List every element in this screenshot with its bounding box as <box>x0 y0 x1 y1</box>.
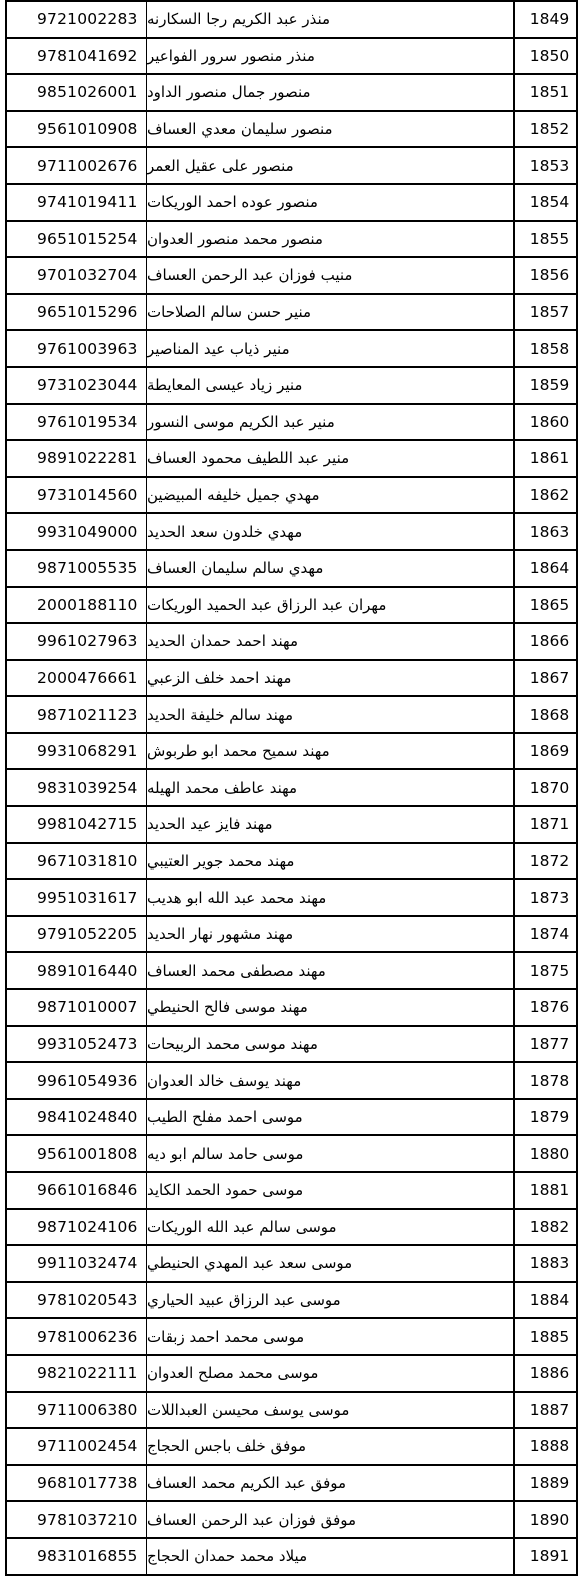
full-name-cell: موسى سعد عبد المهدي الحنيطي <box>147 1246 515 1281</box>
national-id-cell: 9761019534 <box>7 405 147 440</box>
table-row <box>7 1173 576 1210</box>
serial-number-cell: 1856 <box>529 266 570 285</box>
national-id-cell: 2000188110 <box>7 588 147 623</box>
national-id-cell: 9721002283 <box>7 2 147 37</box>
full-name-cell: موسى محمد مصلح العدوان <box>147 1356 515 1391</box>
serial-number-cell: 1858 <box>529 339 570 358</box>
national-id-cell: 9891022281 <box>7 441 147 476</box>
serial-number-cell: 1880 <box>529 1144 570 1163</box>
serial-number-cell: 1882 <box>529 1217 570 1236</box>
full-name-cell: مهند موسى فالح الحنيطي <box>147 990 515 1025</box>
national-id-cell: 9791052205 <box>7 917 147 952</box>
serial-number-cell: 1879 <box>529 1108 570 1127</box>
serial-number-cell: 1884 <box>529 1291 570 1310</box>
full-name-cell: منير زياد عيسى المعايطة <box>147 368 515 403</box>
full-name-cell: مهدي خلدون سعد الحديد <box>147 514 515 549</box>
full-name-cell: منصور عوده احمد الوريكات <box>147 185 515 220</box>
table-row <box>7 1466 576 1503</box>
national-id-cell: 9661016846 <box>7 1173 147 1208</box>
serial-number-cell: 1855 <box>529 229 570 248</box>
full-name-cell: مهدي جميل خليفه المبيضين <box>147 478 515 513</box>
national-id-cell: 9731023044 <box>7 368 147 403</box>
table-row <box>7 990 576 1027</box>
national-id-cell: 9651015296 <box>7 295 147 330</box>
serial-number-cell: 1877 <box>529 1034 570 1053</box>
full-name-cell: منصور على عقيل العمر <box>147 148 515 183</box>
full-name-cell: منيب فوزان عبد الرحمن العساف <box>147 258 515 293</box>
table-row <box>7 1246 576 1283</box>
national-id-cell: 9851026001 <box>7 75 147 110</box>
national-id-cell: 9961027963 <box>7 624 147 659</box>
serial-number-cell: 1885 <box>529 1327 570 1346</box>
serial-number-cell: 1853 <box>529 156 570 175</box>
serial-number-cell: 1876 <box>529 998 570 1017</box>
national-id-cell: 9711006380 <box>7 1393 147 1428</box>
national-id-cell: 9831016855 <box>7 1539 147 1574</box>
full-name-cell: مهند مشهور نهار الحديد <box>147 917 515 952</box>
serial-number-cell: 1875 <box>529 961 570 980</box>
serial-number-cell: 1863 <box>529 522 570 541</box>
serial-number-cell: 1869 <box>529 742 570 761</box>
table-row <box>7 331 576 368</box>
table-row <box>7 1429 576 1466</box>
full-name-cell: موسى احمد مفلح الطيب <box>147 1100 515 1135</box>
full-name-cell: ميلاد محمد حمدان الحجاج <box>147 1539 515 1574</box>
serial-number-cell: 1883 <box>529 1254 570 1273</box>
national-id-cell: 9671031810 <box>7 844 147 879</box>
serial-number-cell: 1887 <box>529 1400 570 1419</box>
table-row <box>7 1393 576 1430</box>
table-row <box>7 1100 576 1137</box>
full-name-cell: منير عبد اللطيف محمود العساف <box>147 441 515 476</box>
national-id-cell: 9821022111 <box>7 1356 147 1391</box>
table-row <box>7 697 576 734</box>
national-id-cell: 9911032474 <box>7 1246 147 1281</box>
table-row <box>7 1027 576 1064</box>
full-name-cell: موفق عبد الكريم محمد العساف <box>147 1466 515 1501</box>
full-name-cell: منصور جمال منصور الداود <box>147 75 515 110</box>
table-row <box>7 1283 576 1320</box>
table-row <box>7 588 576 625</box>
table-row <box>7 551 576 588</box>
table-row <box>7 844 576 881</box>
table-row <box>7 1210 576 1247</box>
full-name-cell: مهند يوسف خالد العدوان <box>147 1063 515 1098</box>
full-name-cell: مهند سالم خليفة الحديد <box>147 697 515 732</box>
full-name-cell: منصور محمد منصور العدوان <box>147 222 515 257</box>
table-row <box>7 39 576 76</box>
serial-number-cell: 1851 <box>529 83 570 102</box>
full-name-cell: مهند احمد حمدان الحديد <box>147 624 515 659</box>
national-id-cell: 9701032704 <box>7 258 147 293</box>
national-id-cell: 9781020543 <box>7 1283 147 1318</box>
national-id-cell: 9561001808 <box>7 1136 147 1171</box>
national-id-cell: 9871021123 <box>7 697 147 732</box>
serial-number-cell: 1849 <box>529 10 570 29</box>
serial-number-cell: 1867 <box>529 668 570 687</box>
full-name-cell: منير عبد الكريم موسى النسور <box>147 405 515 440</box>
national-id-cell: 9781006236 <box>7 1319 147 1354</box>
full-name-cell: مهند فايز عيد الحديد <box>147 807 515 842</box>
full-name-cell: موسى عبد الرزاق عبيد الحياري <box>147 1283 515 1318</box>
serial-number-cell: 1852 <box>529 120 570 139</box>
table-row <box>7 1356 576 1393</box>
full-name-cell: منذر عبد الكريم رجا السكارنه <box>147 2 515 37</box>
full-name-cell: منصور سليمان معدي العساف <box>147 112 515 147</box>
full-name-cell: مهند عاطف محمد الهيله <box>147 770 515 805</box>
full-name-cell: مهران عبد الرزاق عبد الحميد الوريكات <box>147 588 515 623</box>
serial-number-cell: 1886 <box>529 1364 570 1383</box>
national-id-cell: 9731014560 <box>7 478 147 513</box>
full-name-cell: موسى حمود الحمد الكايد <box>147 1173 515 1208</box>
serial-number-cell: 1854 <box>529 193 570 212</box>
national-id-cell: 9681017738 <box>7 1466 147 1501</box>
national-id-cell: 9931068291 <box>7 734 147 769</box>
full-name-cell: مهند موسى محمد الربيحات <box>147 1027 515 1062</box>
national-id-cell: 9711002454 <box>7 1429 147 1464</box>
table-row <box>7 405 576 442</box>
serial-number-cell: 1881 <box>529 1181 570 1200</box>
national-id-cell: 9741019411 <box>7 185 147 220</box>
national-id-cell: 9831039254 <box>7 770 147 805</box>
table-row <box>7 75 576 112</box>
serial-number-cell: 1865 <box>529 595 570 614</box>
national-id-cell: 9871024106 <box>7 1210 147 1245</box>
table-row <box>7 441 576 478</box>
full-name-cell: مهند احمد خلف الزعبي <box>147 661 515 696</box>
table-row <box>7 880 576 917</box>
national-id-cell: 9961054936 <box>7 1063 147 1098</box>
serial-number-cell: 1861 <box>529 449 570 468</box>
national-id-cell: 9931052473 <box>7 1027 147 1062</box>
serial-number-cell: 1870 <box>529 778 570 797</box>
serial-number-cell: 1850 <box>529 46 570 65</box>
national-id-cell: 9651015254 <box>7 222 147 257</box>
full-name-cell: موسى حامد سالم ابو ديه <box>147 1136 515 1171</box>
table-row <box>7 917 576 954</box>
full-name-cell: مهند محمد عبد الله ابو هديب <box>147 880 515 915</box>
national-id-cell: 9871010007 <box>7 990 147 1025</box>
records-table <box>5 0 578 1576</box>
serial-number-cell: 1868 <box>529 705 570 724</box>
table-row <box>7 368 576 405</box>
table-row <box>7 624 576 661</box>
full-name-cell: مهند سميح محمد ابو طربوش <box>147 734 515 769</box>
table-row <box>7 222 576 259</box>
serial-number-cell: 1866 <box>529 632 570 651</box>
serial-number-cell: 1862 <box>529 486 570 505</box>
serial-number-cell: 1890 <box>529 1510 570 1529</box>
national-id-cell: 9761003963 <box>7 331 147 366</box>
full-name-cell: موفق فوزان عبد الرحمن العساف <box>147 1502 515 1537</box>
national-id-cell: 9891016440 <box>7 953 147 988</box>
table-row <box>7 295 576 332</box>
table-row <box>7 1136 576 1173</box>
national-id-cell: 9841024840 <box>7 1100 147 1135</box>
serial-number-cell: 1871 <box>529 815 570 834</box>
full-name-cell: مهند مصطفى محمد العساف <box>147 953 515 988</box>
table-row <box>7 1319 576 1356</box>
table-row <box>7 148 576 185</box>
serial-number-cell: 1860 <box>529 412 570 431</box>
national-id-cell: 9781041692 <box>7 39 147 74</box>
full-name-cell: موسى محمد احمد زبقات <box>147 1319 515 1354</box>
table-row <box>7 734 576 771</box>
national-id-cell: 9931049000 <box>7 514 147 549</box>
serial-number-cell: 1891 <box>529 1547 570 1566</box>
national-id-cell: 9781037210 <box>7 1502 147 1537</box>
table-row <box>7 661 576 698</box>
table-row <box>7 770 576 807</box>
serial-number-cell: 1857 <box>529 303 570 322</box>
table-row <box>7 185 576 222</box>
national-id-cell: 2000476661 <box>7 661 147 696</box>
serial-number-cell: 1878 <box>529 1071 570 1090</box>
table-row <box>7 258 576 295</box>
table-row <box>7 2 576 39</box>
table-row <box>7 514 576 551</box>
national-id-cell: 9951031617 <box>7 880 147 915</box>
full-name-cell: مهدي سالم سليمان العساف <box>147 551 515 586</box>
full-name-cell: منير حسن سالم الصلاحات <box>147 295 515 330</box>
table-row <box>7 1502 576 1539</box>
national-id-cell: 9871005535 <box>7 551 147 586</box>
national-id-cell: 9711002676 <box>7 148 147 183</box>
serial-number-cell: 1864 <box>529 559 570 578</box>
table-row <box>7 112 576 149</box>
serial-number-cell: 1873 <box>529 888 570 907</box>
serial-number-cell: 1874 <box>529 925 570 944</box>
full-name-cell: منذر منصور سرور الفواعير <box>147 39 515 74</box>
full-name-cell: مهند محمد جوير العتيبي <box>147 844 515 879</box>
national-id-cell: 9561010908 <box>7 112 147 147</box>
full-name-cell: موسى سالم عبد الله الوريكات <box>147 1210 515 1245</box>
full-name-cell: موفق خلف باجس الحجاج <box>147 1429 515 1464</box>
full-name-cell: موسى يوسف محيسن العبداللات <box>147 1393 515 1428</box>
national-id-cell: 9981042715 <box>7 807 147 842</box>
serial-number-cell: 1872 <box>529 851 570 870</box>
table-row <box>7 807 576 844</box>
serial-number-cell: 1889 <box>529 1474 570 1493</box>
full-name-cell: منير ذياب عيد المناصير <box>147 331 515 366</box>
table-row <box>7 1539 576 1576</box>
table-row <box>7 953 576 990</box>
serial-number-cell: 1888 <box>529 1437 570 1456</box>
table-row <box>7 478 576 515</box>
serial-number-cell: 1859 <box>529 376 570 395</box>
table-row <box>7 1063 576 1100</box>
